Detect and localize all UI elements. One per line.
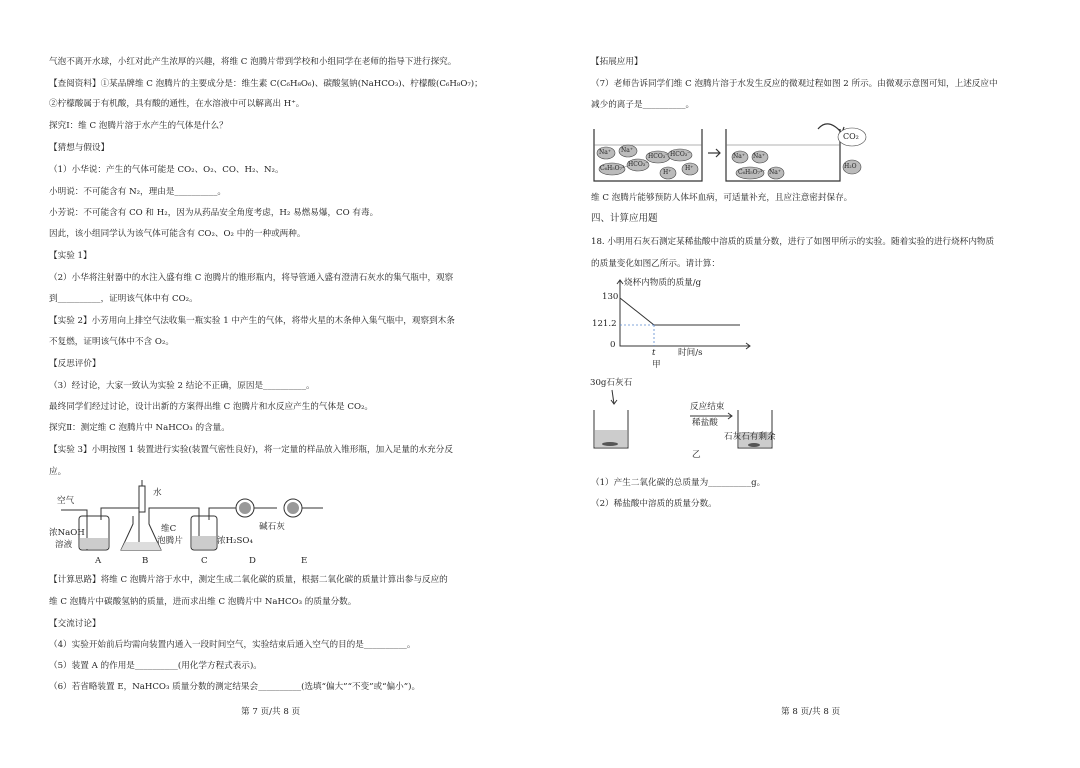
label-e: E bbox=[301, 556, 308, 566]
text-line: 18. 小明用石灰石测定某稀盐酸中溶质的质量分数，进行了如图甲所示的实验。随着实验的进行烧杯内物质 bbox=[591, 237, 995, 247]
graph-xlabel: 时间/s bbox=[678, 348, 703, 358]
section-heading: 【反思评价】 bbox=[49, 359, 101, 369]
experiment-caption: 乙 bbox=[692, 450, 701, 460]
label-naoh: 浓NaOH bbox=[49, 528, 85, 538]
text-line: （6）若省略装置 E，NaHCO₃ 质量分数的测定结果会__________(选填“偏大”“不变”或“偏小”)。 bbox=[49, 682, 421, 692]
tick-130: 130 bbox=[602, 292, 619, 302]
text-line: （1）小华说：产生的气体可能是 CO₂、O₂、CO、H₂、N₂。 bbox=[49, 165, 284, 175]
text-line: 不复燃，证明该气体中不含 O₂。 bbox=[49, 337, 174, 347]
text-line: 减少的离子是__________。 bbox=[591, 100, 695, 110]
label-water: 水 bbox=[153, 488, 162, 498]
ion-hco3: HCO₃⁻ bbox=[648, 153, 669, 160]
ion-na: Na⁺ bbox=[733, 153, 745, 160]
text-line: 【计算思路】将维 C 泡腾片溶于水中，测定生成二氧化碳的质量，根据二氧化碳的质量计算出参与反应的 bbox=[49, 575, 448, 585]
text-line: 【实验 3】小明按图 1 装置进行实验(装置气密性良好)，将一定量的样品放入锥形瓶，加入足量的水充分反 bbox=[49, 445, 453, 455]
label-air: 空气 bbox=[57, 496, 75, 506]
apparatus-diagram bbox=[49, 480, 349, 570]
ion-na: Na⁺ bbox=[621, 147, 633, 154]
label-a: A bbox=[95, 556, 102, 566]
micro-process-diagram bbox=[590, 115, 890, 185]
text-line: （2）小华将注射器中的水注入盛有维 C 泡腾片的锥形瓶内，将导管通入盛有澄清石灰水的集气瓶中，观察 bbox=[49, 273, 454, 283]
text-line: 小明说：不可能含有 N₂，理由是__________。 bbox=[49, 187, 226, 197]
question-2: （2）稀盐酸中溶质的质量分数。 bbox=[591, 499, 717, 509]
text-line: 【实验 2】小芳用向上排空气法收集一瓶实验 1 中产生的气体，将带火星的木条伸入集气瓶中，观察到木条 bbox=[49, 316, 455, 326]
label-d: D bbox=[249, 556, 256, 566]
ion-h: H⁺ bbox=[685, 165, 694, 172]
text-line: （5）装置 A 的作用是__________(用化学方程式表示)。 bbox=[49, 661, 262, 671]
label-soda-lime: 碱石灰 bbox=[259, 522, 285, 532]
label-limestone: 30g石灰石 bbox=[590, 378, 633, 388]
label-vc-tablet: 泡腾片 bbox=[157, 536, 183, 546]
label-dilute-hcl: 稀盐酸 bbox=[692, 418, 718, 428]
molecule-h2o: H₂O bbox=[844, 163, 857, 170]
label-c: C bbox=[201, 556, 208, 566]
ion-h: H⁺ bbox=[663, 169, 672, 176]
graph-drawing bbox=[590, 276, 770, 376]
text-line: ②柠檬酸属于有机酸，具有酸的通性，在水溶液中可以解离出 H⁺。 bbox=[49, 99, 305, 109]
label-residue: 石灰石有剩余 bbox=[724, 432, 776, 442]
section-heading: 【拓展应用】 bbox=[591, 57, 643, 67]
text-line: 探究Ⅱ：测定维 C 泡腾片中 NaHCO₃ 的含量。 bbox=[49, 423, 230, 433]
text-line: 的质量变化如图乙所示。请计算： bbox=[591, 259, 720, 269]
text-line: 维 C 泡腾片中碳酸氢钠的质量，进而求出维 C 泡腾片中 NaHCO₃ 的质量分数。 bbox=[49, 597, 357, 607]
text-line: （3）经讨论，大家一致认为实验 2 结论不正确，原因是__________。 bbox=[49, 381, 315, 391]
label-vc: 维C bbox=[161, 524, 177, 534]
label-b: B bbox=[142, 556, 149, 566]
section-heading: 【猜想与假设】 bbox=[49, 143, 110, 153]
text-line: （7）老师告诉同学们维 C 泡腾片溶于水发生反应的微观过程如图 2 所示。由微观示意图可知，上述反应中 bbox=[591, 79, 998, 89]
experiment-diagram bbox=[590, 376, 810, 468]
tick-121-2: 121.2 bbox=[592, 319, 617, 329]
text-line: 最终同学们经过讨论，设计出新的方案得出维 C 泡腾片和水反应产生的气体是 CO₂。 bbox=[49, 402, 374, 412]
ion-hco3: HCO₃⁻ bbox=[670, 151, 691, 158]
ion-na: Na⁺ bbox=[769, 169, 781, 176]
mass-time-graph bbox=[590, 276, 770, 376]
molecule-co2: CO₂ bbox=[843, 132, 859, 141]
label-h2so4: 浓H₂SO₄ bbox=[217, 536, 253, 546]
text-line: 【查阅资料】①某品牌维 C 泡腾片的主要成分是：维生素 C(C₆H₈O₆)、碳酸氢钠(NaHCO₃)、柠檬酸(C₆H₈O₇)； bbox=[49, 79, 483, 89]
text-line: 维 C 泡腾片能够预防人体坏血病，可适量补充，且应注意密封保存。 bbox=[591, 193, 853, 203]
question-1: （1）产生二氧化碳的总质量为__________g。 bbox=[591, 478, 766, 488]
tick-t: t bbox=[652, 348, 656, 358]
right-page bbox=[540, 0, 1080, 768]
section-heading: 【交流讨论】 bbox=[49, 619, 101, 629]
text-line: 气泡不离开水球，小红对此产生浓厚的兴趣，将维 C 泡腾片带到学校和小组同学在老师的指导下进行探究。 bbox=[49, 57, 457, 67]
ion-na: Na⁺ bbox=[599, 149, 611, 156]
graph-caption: 甲 bbox=[652, 360, 661, 370]
tick-zero: 0 bbox=[610, 340, 616, 350]
ion-hco3: HCO₃⁻ bbox=[628, 161, 649, 168]
page-footer: 第 7 页/共 8 页 bbox=[241, 707, 301, 717]
label-reaction-end: 反应结束 bbox=[690, 402, 725, 412]
ion-na: Na⁺ bbox=[753, 153, 765, 160]
ion-citrate: C₆H₅O₇³⁻ bbox=[600, 165, 628, 172]
label-naoh-solution: 溶液 bbox=[55, 540, 73, 550]
text-line: 因此，该小组同学认为该气体可能含有 CO₂、O₂ 中的一种或两种。 bbox=[49, 229, 306, 239]
text-line: 应。 bbox=[49, 467, 67, 477]
section-heading: 【实验 1】 bbox=[49, 251, 92, 261]
text-line: （4）实验开始前后均需向装置内通入一段时间空气，实验结束后通入空气的目的是__________。 bbox=[49, 640, 416, 650]
text-line: 探究Ⅰ：维 C 泡腾片溶于水产生的气体是什么？ bbox=[49, 121, 228, 131]
graph-ylabel: 烧杯内物质的质量/g bbox=[624, 278, 702, 288]
ion-citrate: C₆H₅O₇³⁻ bbox=[738, 169, 766, 176]
section-heading: 四、计算应用题 bbox=[591, 213, 658, 224]
page-footer: 第 8 页/共 8 页 bbox=[781, 707, 841, 717]
text-line: 小芳说：不可能含有 CO 和 H₂，因为从药品安全角度考虑，H₂ 易燃易爆，CO 有毒。 bbox=[49, 208, 379, 218]
text-line: 到__________，证明该气体中有 CO₂。 bbox=[49, 294, 198, 304]
